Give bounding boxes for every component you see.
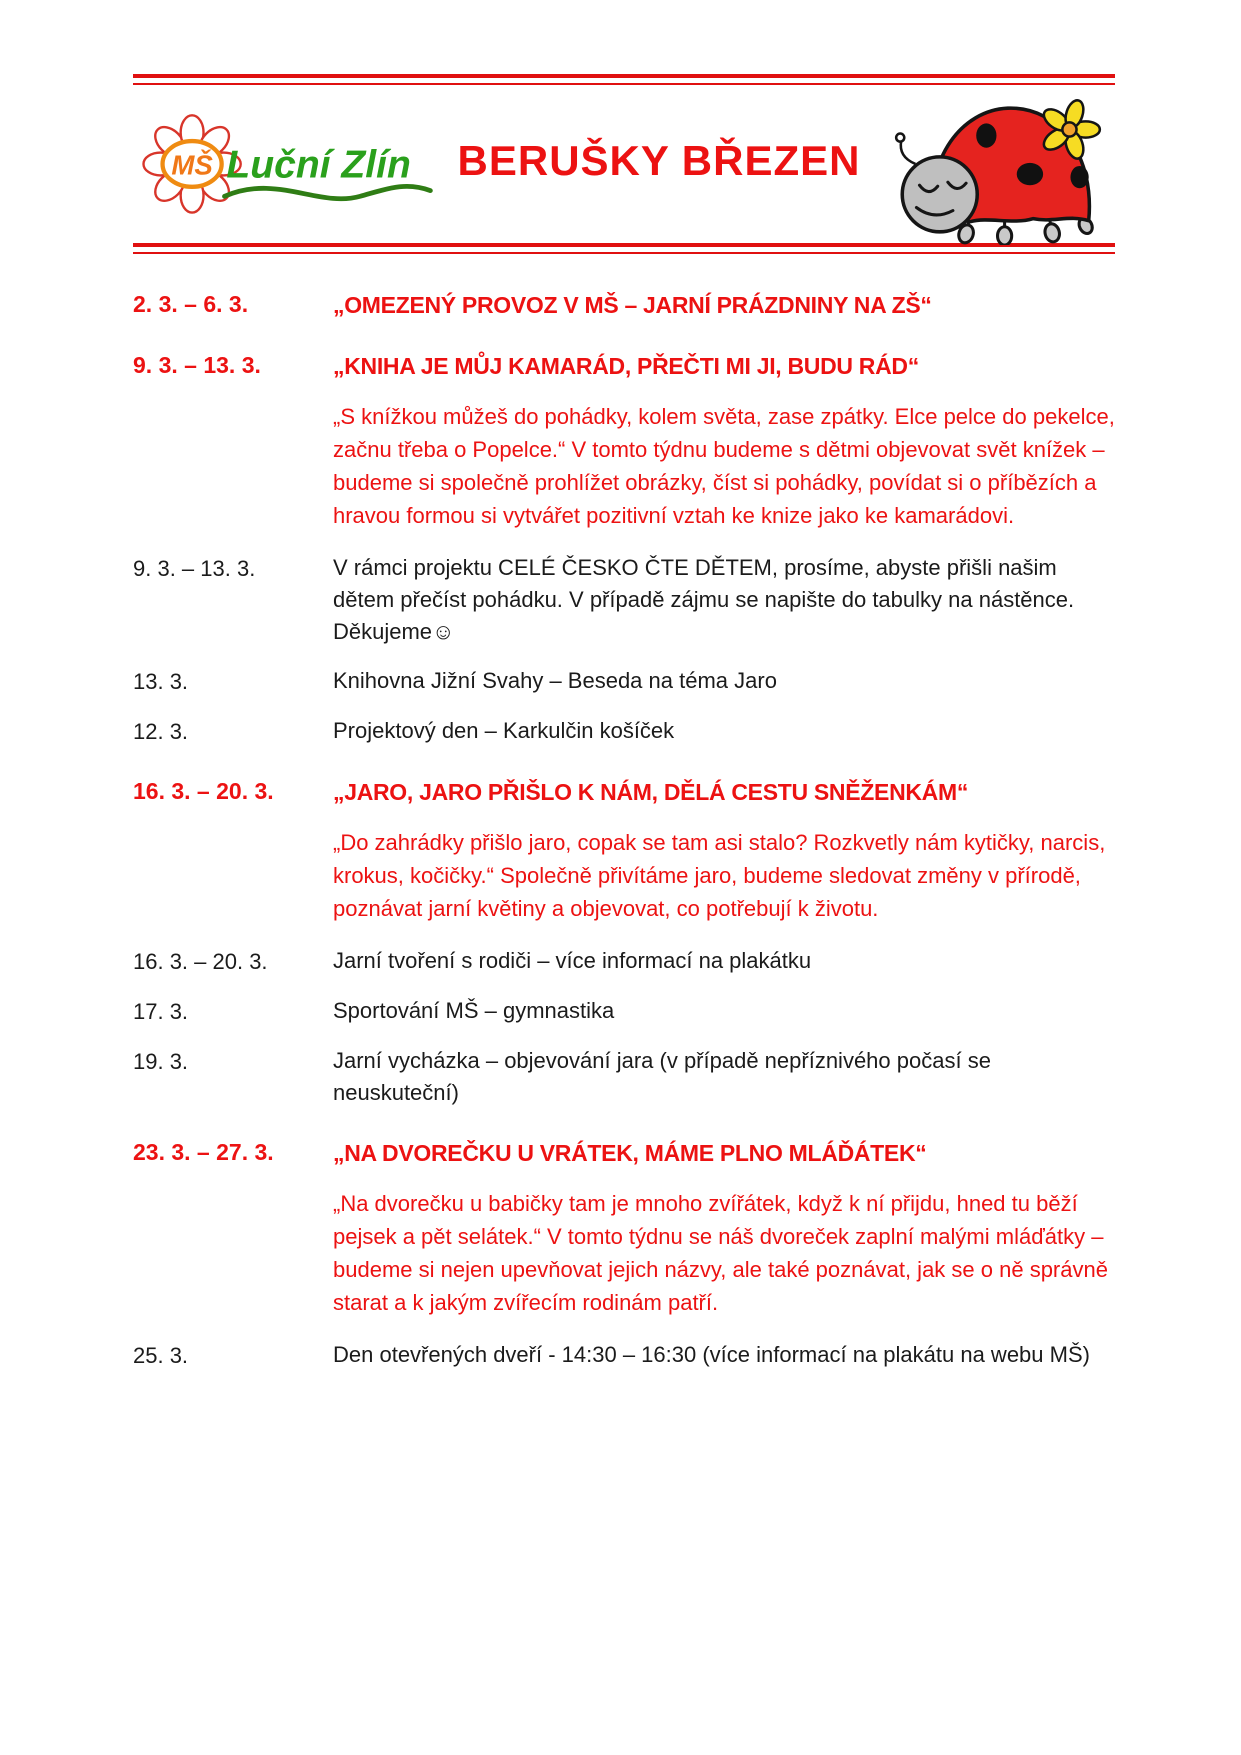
schedule-list — [133, 288, 1115, 1372]
schedule-theme-title: „OMEZENÝ PROVOZ V MŠ – JARNÍ PRÁZDNINY NA ZŠ“ — [333, 292, 932, 318]
schedule-theme-row — [133, 349, 1115, 532]
schedule-date: 9. 3. – 13. 3. — [133, 556, 256, 581]
schedule-event-row — [133, 945, 1115, 978]
schedule-theme-row — [133, 1136, 1115, 1319]
schedule-date: 9. 3. – 13. 3. — [133, 352, 261, 378]
schedule-date: 12. 3. — [133, 719, 189, 744]
schedule-theme-paragraph: „Do zahrádky přišlo jaro, copak se tam asi stalo? Rozkvetly nám kytičky, narcis, krokus, kočičky.“ Společně přivítáme jaro, budeme sledovat změny v přírodě, poznávat jarní květiny a objevovat, co potřebují k životu. — [333, 830, 1106, 921]
schedule-event-text: Projektový den – Karkulčin košíček — [333, 718, 675, 743]
schedule-event-row — [133, 665, 1115, 698]
schedule-content — [333, 665, 1115, 698]
schedule-event-row — [133, 552, 1115, 648]
schedule-content — [333, 349, 1115, 532]
schedule-date: 25. 3. — [133, 1343, 189, 1368]
schedule-theme-title: „NA DVOREČKU U VRÁTEK, MÁME PLNO MLÁĎÁTEK“ — [333, 1140, 927, 1166]
logo-name-text: Luční Zlín — [226, 142, 411, 186]
schedule-event-row — [133, 1045, 1115, 1109]
schedule-content — [333, 552, 1115, 648]
schedule-date: 13. 3. — [133, 669, 189, 694]
schedule-content — [333, 775, 1115, 925]
schedule-event-text: Jarní vycházka – objevování jara (v případě nepříznivého počasí se neuskuteční) — [333, 1048, 991, 1105]
header-rule-top — [133, 74, 1115, 85]
schedule-content — [333, 715, 1115, 748]
schedule-date: 16. 3. – 20. 3. — [133, 778, 274, 804]
schedule-event-text: Den otevřených dveří - 14:30 – 16:30 (více informací na plakátu na webu MŠ) — [333, 1342, 1090, 1367]
schedule-theme-paragraph: „S knížkou můžeš do pohádky, kolem světa, zase zpátky. Elce pelce do pekelce, začnu třeba o Popelce.“ V tomto týdnu budeme s dětmi objevovat svět knížek – budeme si společně prohlížet obrázky, číst si pohádky, povídat si o příbězích a hravou formou si vytvářet pozitivní vztah ke knize jako ke kamarádovi. — [333, 404, 1115, 528]
schedule-date: 23. 3. – 27. 3. — [133, 1139, 274, 1165]
schedule-event-text: Knihovna Jižní Svahy – Beseda na téma Jaro — [333, 668, 777, 693]
schedule-date: 2. 3. – 6. 3. — [133, 291, 249, 317]
schedule-theme-row — [133, 288, 1115, 322]
schedule-date: 19. 3. — [133, 1049, 189, 1074]
schedule-event-row — [133, 1339, 1115, 1372]
schedule-event-row — [133, 995, 1115, 1028]
schedule-theme-title: „KNIHA JE MŮJ KAMARÁD, PŘEČTI MI JI, BUDU RÁD“ — [333, 353, 919, 379]
ladybug-illustration — [880, 93, 1115, 250]
school-logo — [133, 103, 438, 228]
logo-ms-text: MŠ — [171, 148, 213, 180]
schedule-event-text: V rámci projektu CELÉ ČESKO ČTE DĚTEM, prosíme, abyste přišli našim dětem přečíst pohádku. V případě zájmu se napište do tabulky na nástěnce. Děkujeme☺ — [333, 555, 1075, 644]
schedule-date: 16. 3. – 20. 3. — [133, 949, 268, 974]
schedule-content — [333, 945, 1115, 978]
schedule-theme-title: „JARO, JARO PŘIŠLO K NÁM, DĚLÁ CESTU SNĚŽENKÁM“ — [333, 779, 969, 805]
schedule-content — [333, 1339, 1115, 1372]
page-title: BERUŠKY BŘEZEN — [457, 137, 861, 184]
schedule-content — [333, 1136, 1115, 1319]
schedule-content — [333, 288, 1115, 322]
schedule-theme-row — [133, 775, 1115, 925]
document-header — [133, 89, 1115, 241]
schedule-event-row — [133, 715, 1115, 748]
ladybug-icon — [880, 93, 1115, 245]
schedule-event-text: Sportování MŠ – gymnastika — [333, 998, 615, 1023]
schedule-date: 17. 3. — [133, 999, 189, 1024]
schedule-event-text: Jarní tvoření s rodiči – více informací na plakátku — [333, 948, 812, 973]
schedule-theme-paragraph: „Na dvorečku u babičky tam je mnoho zvířátek, když k ní přijdu, hned tu běží pejsek a pět selátek.“ V tomto týdnu se náš dvoreček zaplní malými mláďátky – budeme si nejen upevňovat jejich názvy, ale také poznávat, jak se o ně správně starat a k jakým zvířecím rodinám patří. — [333, 1191, 1108, 1315]
schedule-content — [333, 1045, 1115, 1109]
school-logo-flower-icon — [133, 103, 438, 223]
schedule-content — [333, 995, 1115, 1028]
logo-swoosh — [225, 186, 431, 198]
